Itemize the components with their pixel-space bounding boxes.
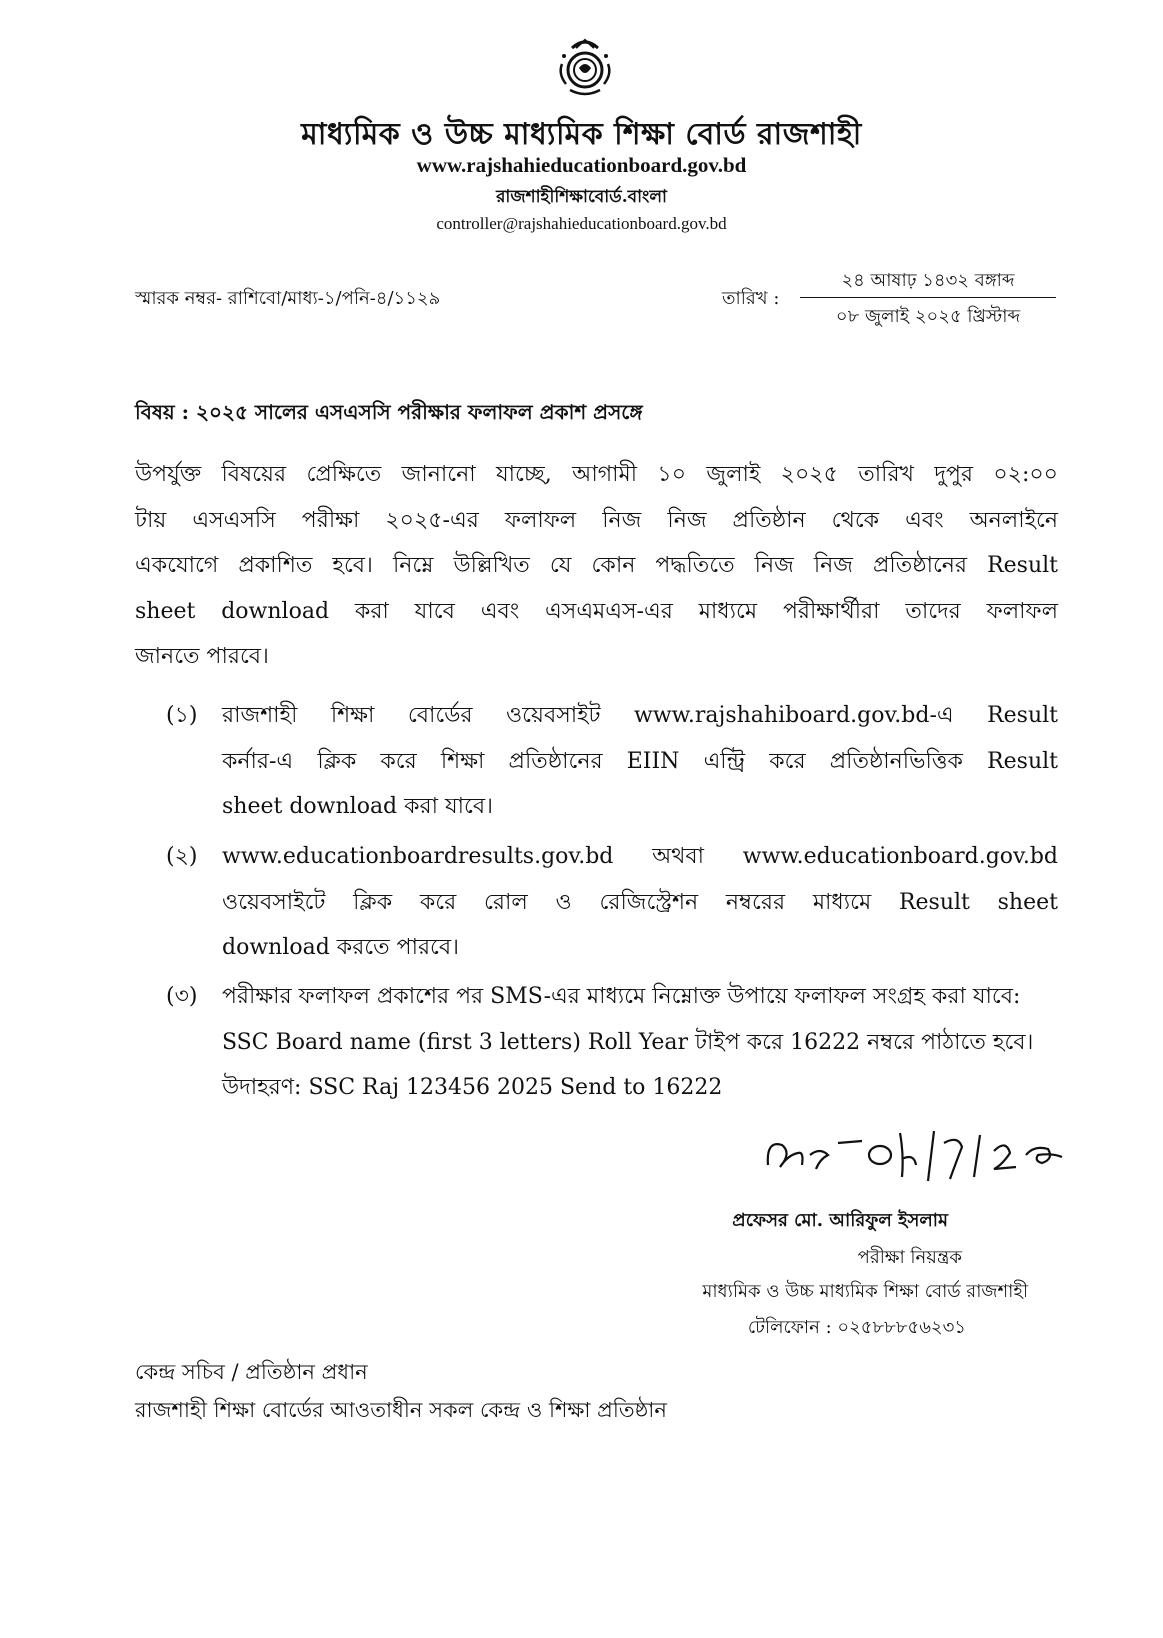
signatory-name: প্রফেসর মো. আরিফুল ইসলাম xyxy=(732,1210,948,1231)
body-line: উপর্যুক্ত বিষয়ের প্রেক্ষিতে জানানো যাচ্ছে, আগামী ১০ জুলাই ২০২৫ তারিখ দুপুর ০২:০০ xyxy=(135,462,1058,487)
board-bangla-domain: রাজশাহীশিক্ষাবোর্ড.বাংলা xyxy=(496,187,667,207)
signatory-organization: মাধ্যমিক ও উচ্চ মাধ্যমিক শিক্ষা বোর্ড রাজশাহী xyxy=(702,1281,1028,1302)
body-paragraph xyxy=(135,452,1058,680)
list-item-line: রাজশাহী শিক্ষা বোর্ডের ওয়েবসাইট www.rajshahiboard.gov.bd-এ Result xyxy=(222,703,1058,728)
date-bangla: ২৪ আষাঢ় ১৪৩২ বঙ্গাব্দ xyxy=(841,270,1015,291)
list-item xyxy=(166,834,1058,974)
handwritten-signature-icon xyxy=(758,1125,1088,1195)
board-website: www.rajshahieducationboard.gov.bd xyxy=(416,153,747,177)
list-item-line: কর্নার-এ ক্লিক করে শিক্ষা প্রতিষ্ঠানের EIIN এন্ট্রি করে প্রতিষ্ঠানভিত্তিক Result xyxy=(222,748,1058,774)
recipient-line: কেন্দ্র সচিব / প্রতিষ্ঠান প্রধান xyxy=(135,1360,368,1384)
list-item-number: (১) xyxy=(166,703,198,728)
list-item-line: sheet download করা যাবে। xyxy=(222,794,494,819)
list-item-line: উদাহরণ: SSC Raj 123456 2025 Send to 16222 xyxy=(222,1075,723,1100)
body-line: জানতে পারবে। xyxy=(135,644,269,669)
list-item-number: (২) xyxy=(166,844,198,869)
memo-number: স্মারক নম্বর- রাশিবো/মাধ্য-১/পনি-৪/১১২৯ xyxy=(135,288,441,309)
list-item-line: পরীক্ষার ফলাফল প্রকাশের পর SMS-এর মাধ্যমে নিম্নোক্ত উপায়ে ফলাফল সংগ্রহ করা যাবে: xyxy=(222,984,1021,1009)
body-line: একযোগে প্রকাশিত হবে। নিম্নে উল্লিখিত যে কোন পদ্ধতিতে নিজ নিজ প্রতিষ্ঠানের Result xyxy=(135,553,1058,578)
list-item xyxy=(166,693,1058,833)
list-item-line: ওয়েবসাইটে ক্লিক করে রোল ও রেজিস্ট্রেশন নম্বরের মাধ্যমে Result sheet xyxy=(222,889,1058,915)
list-item xyxy=(166,974,1058,1114)
board-email: controller@rajshahieducationboard.gov.bd xyxy=(436,214,727,233)
body-line: sheet download করা যাবে এবং এসএমএস-এর মাধ্যমে পরীক্ষার্থীরা তাদের ফলাফল xyxy=(135,598,1058,624)
list-item-line: SSC Board name (first 3 letters) Roll Year টাইপ করে 16222 নম্বরে পাঠাতে হবে। xyxy=(222,1029,1034,1055)
signatory-phone: টেলিফোন : ০২৫৮৮৮৫৬২৩১ xyxy=(747,1317,966,1338)
board-seal-icon xyxy=(556,34,614,100)
list-item-line: download করতে পারবে। xyxy=(222,935,460,960)
date-label: তারিখ : xyxy=(722,288,780,309)
body-line: টায় এসএসসি পরীক্ষা ২০২৫-এর ফলাফল নিজ নিজ প্রতিষ্ঠান থেকে এবং অনলাইনে xyxy=(135,507,1058,533)
date-divider xyxy=(800,297,1056,298)
subject-line: বিষয় : ২০২৫ সালের এসএসসি পরীক্ষার ফলাফল প্রকাশ প্রসঙ্গে xyxy=(135,400,643,424)
signatory-title: পরীক্ষা নিয়ন্ত্রক xyxy=(857,1247,962,1268)
date-gregorian: ০৮ জুলাই ২০২৫ খ্রিস্টাব্দ xyxy=(835,306,1021,327)
board-title: মাধ্যমিক ও উচ্চ মাধ্যমিক শিক্ষা বোর্ড রাজশাহী xyxy=(301,117,862,152)
list-item-number: (৩) xyxy=(166,984,198,1009)
list-item-line: www.educationboardresults.gov.bd অথবা www.educationboard.gov.bd xyxy=(222,844,1058,869)
recipient-line: রাজশাহী শিক্ষা বোর্ডের আওতাধীন সকল কেন্দ্র ও শিক্ষা প্রতিষ্ঠান xyxy=(135,1398,667,1422)
